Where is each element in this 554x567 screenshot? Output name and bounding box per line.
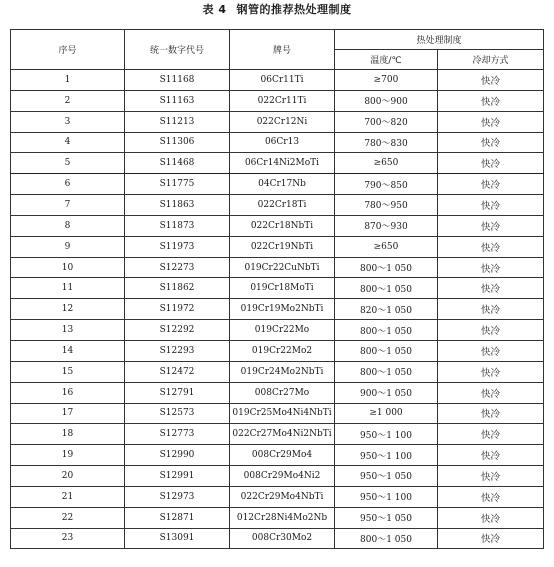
- cell-code: S12773: [125, 424, 230, 445]
- heat-treatment-table: [10, 29, 544, 549]
- cell-seq: 12: [11, 299, 125, 320]
- header-grade: 牌号: [230, 30, 335, 70]
- table-row: [11, 361, 544, 382]
- table-row: [11, 320, 544, 341]
- cell-temperature: 780～830: [335, 132, 438, 153]
- cell-temperature: ≥1 000: [335, 403, 438, 424]
- cell-cooling: 快冷: [438, 299, 544, 320]
- table-row: [11, 299, 544, 320]
- table-row: [11, 153, 544, 174]
- cell-grade: 012Cr28Ni4Mo2Nb: [230, 507, 335, 528]
- cell-code: S11163: [125, 90, 230, 111]
- cell-cooling: 快冷: [438, 486, 544, 507]
- table-row: [11, 90, 544, 111]
- table-row: [11, 507, 544, 528]
- cell-seq: 10: [11, 257, 125, 278]
- cell-grade: 019Cr22Mo2: [230, 340, 335, 361]
- table-row: [11, 424, 544, 445]
- cell-cooling: 快冷: [438, 320, 544, 341]
- cell-cooling: 快冷: [438, 445, 544, 466]
- cell-code: S12293: [125, 340, 230, 361]
- cell-seq: 22: [11, 507, 125, 528]
- header-cooling: 冷却方式: [438, 50, 544, 70]
- table-row: [11, 70, 544, 91]
- cell-code: S12472: [125, 361, 230, 382]
- cell-grade: 019Cr24Mo2NbTi: [230, 361, 335, 382]
- cell-grade: 06Cr13: [230, 132, 335, 153]
- cell-code: S11213: [125, 111, 230, 132]
- cell-temperature: 800～900: [335, 90, 438, 111]
- cell-cooling: 快冷: [438, 215, 544, 236]
- cell-grade: 008Cr27Mo: [230, 382, 335, 403]
- cell-cooling: 快冷: [438, 340, 544, 361]
- cell-code: S11468: [125, 153, 230, 174]
- table-title: 钢管的推荐热处理制度: [236, 3, 352, 16]
- cell-cooling: 快冷: [438, 466, 544, 487]
- cell-seq: 4: [11, 132, 125, 153]
- cell-grade: 019Cr22Mo: [230, 320, 335, 341]
- cell-seq: 15: [11, 361, 125, 382]
- cell-temperature: 950～1 100: [335, 486, 438, 507]
- table-row: [11, 132, 544, 153]
- cell-cooling: 快冷: [438, 424, 544, 445]
- table-body: [11, 70, 544, 549]
- cell-seq: 17: [11, 403, 125, 424]
- watermark: [432, 553, 552, 565]
- cell-grade: 019Cr19Mo2NbTi: [230, 299, 335, 320]
- cell-grade: 022Cr12Ni: [230, 111, 335, 132]
- cell-temperature: 790～850: [335, 174, 438, 195]
- cell-temperature: ≥700: [335, 70, 438, 91]
- table-row: [11, 528, 544, 549]
- cell-grade: 06Cr14Ni2MoTi: [230, 153, 335, 174]
- table-row: [11, 445, 544, 466]
- cell-temperature: 950～1 050: [335, 507, 438, 528]
- cell-temperature: 780～950: [335, 195, 438, 216]
- cell-seq: 19: [11, 445, 125, 466]
- cell-temperature: 900～1 050: [335, 382, 438, 403]
- cell-cooling: 快冷: [438, 507, 544, 528]
- cell-code: S11862: [125, 278, 230, 299]
- table-row: [11, 257, 544, 278]
- cell-code: S11973: [125, 236, 230, 257]
- cell-seq: 18: [11, 424, 125, 445]
- cell-cooling: 快冷: [438, 382, 544, 403]
- header-temperature: 温度/℃: [335, 50, 438, 70]
- table-row: [11, 195, 544, 216]
- cell-grade: 008Cr30Mo2: [230, 528, 335, 549]
- cell-seq: 23: [11, 528, 125, 549]
- table-number: 表 4: [202, 3, 227, 16]
- cell-cooling: 快冷: [438, 528, 544, 549]
- table-row: [11, 174, 544, 195]
- table-row: [11, 486, 544, 507]
- cell-code: S13091: [125, 528, 230, 549]
- cell-code: S11873: [125, 215, 230, 236]
- cell-temperature: ≥650: [335, 236, 438, 257]
- cell-seq: 5: [11, 153, 125, 174]
- table-row: [11, 382, 544, 403]
- cell-cooling: 快冷: [438, 361, 544, 382]
- cell-cooling: 快冷: [438, 90, 544, 111]
- cell-seq: 13: [11, 320, 125, 341]
- cell-seq: 7: [11, 195, 125, 216]
- cell-code: S12292: [125, 320, 230, 341]
- table-row: [11, 111, 544, 132]
- cell-code: S11775: [125, 174, 230, 195]
- cell-temperature: 870～930: [335, 215, 438, 236]
- cell-seq: 11: [11, 278, 125, 299]
- cell-seq: 21: [11, 486, 125, 507]
- cell-seq: 20: [11, 466, 125, 487]
- cell-seq: 1: [11, 70, 125, 91]
- cell-cooling: 快冷: [438, 195, 544, 216]
- cell-code: S12791: [125, 382, 230, 403]
- cell-code: S12871: [125, 507, 230, 528]
- cell-code: S12990: [125, 445, 230, 466]
- cell-seq: 8: [11, 215, 125, 236]
- cell-seq: 16: [11, 382, 125, 403]
- cell-grade: 06Cr11Ti: [230, 70, 335, 91]
- table-row: [11, 215, 544, 236]
- cell-cooling: 快冷: [438, 111, 544, 132]
- cell-code: S12991: [125, 466, 230, 487]
- cell-grade: 019Cr18MoTi: [230, 278, 335, 299]
- cell-temperature: 800～1 050: [335, 361, 438, 382]
- cell-cooling: 快冷: [438, 236, 544, 257]
- cell-grade: 008Cr29Mo4: [230, 445, 335, 466]
- cell-temperature: 700～820: [335, 111, 438, 132]
- cell-cooling: 快冷: [438, 403, 544, 424]
- cell-temperature: 950～1 100: [335, 424, 438, 445]
- cell-code: S12573: [125, 403, 230, 424]
- cell-cooling: 快冷: [438, 174, 544, 195]
- header-code: 统一数字代号: [125, 30, 230, 70]
- cell-code: S12273: [125, 257, 230, 278]
- cell-cooling: 快冷: [438, 70, 544, 91]
- cell-grade: 008Cr29Mo4Ni2: [230, 466, 335, 487]
- cell-cooling: 快冷: [438, 132, 544, 153]
- cell-temperature: 950～1 100: [335, 445, 438, 466]
- cell-seq: 9: [11, 236, 125, 257]
- table-row: [11, 278, 544, 299]
- cell-temperature: 800～1 050: [335, 340, 438, 361]
- cell-code: S11168: [125, 70, 230, 91]
- cell-grade: 022Cr18Ti: [230, 195, 335, 216]
- cell-grade: 019Cr22CuNbTi: [230, 257, 335, 278]
- cell-code: S11972: [125, 299, 230, 320]
- cell-temperature: 950～1 050: [335, 466, 438, 487]
- cell-grade: 022Cr18NbTi: [230, 215, 335, 236]
- cell-seq: 2: [11, 90, 125, 111]
- cell-code: S12973: [125, 486, 230, 507]
- header-seq: 序号: [11, 30, 125, 70]
- cell-cooling: 快冷: [438, 257, 544, 278]
- cell-seq: 3: [11, 111, 125, 132]
- cell-seq: 6: [11, 174, 125, 195]
- table-caption: [0, 2, 554, 18]
- cell-temperature: 800～1 050: [335, 257, 438, 278]
- cell-grade: 022Cr19NbTi: [230, 236, 335, 257]
- cell-seq: 14: [11, 340, 125, 361]
- cell-grade: 022Cr27Mo4Ni2NbTi: [230, 424, 335, 445]
- cell-temperature: 800～1 050: [335, 278, 438, 299]
- cell-code: S11306: [125, 132, 230, 153]
- table-row: [11, 236, 544, 257]
- header-heat-treatment: 热处理制度: [335, 30, 544, 50]
- cell-code: S11863: [125, 195, 230, 216]
- table-row: [11, 340, 544, 361]
- cell-grade: 019Cr25Mo4Ni4NbTi: [230, 403, 335, 424]
- cell-grade: 022Cr29Mo4NbTi: [230, 486, 335, 507]
- cell-cooling: 快冷: [438, 278, 544, 299]
- cell-temperature: ≥650: [335, 153, 438, 174]
- table-row: [11, 466, 544, 487]
- cell-grade: 022Cr11Ti: [230, 90, 335, 111]
- cell-grade: 04Cr17Nb: [230, 174, 335, 195]
- cell-temperature: 800～1 050: [335, 528, 438, 549]
- table-row: [11, 403, 544, 424]
- cell-cooling: 快冷: [438, 153, 544, 174]
- cell-temperature: 820～1 050: [335, 299, 438, 320]
- cell-temperature: 800～1 050: [335, 320, 438, 341]
